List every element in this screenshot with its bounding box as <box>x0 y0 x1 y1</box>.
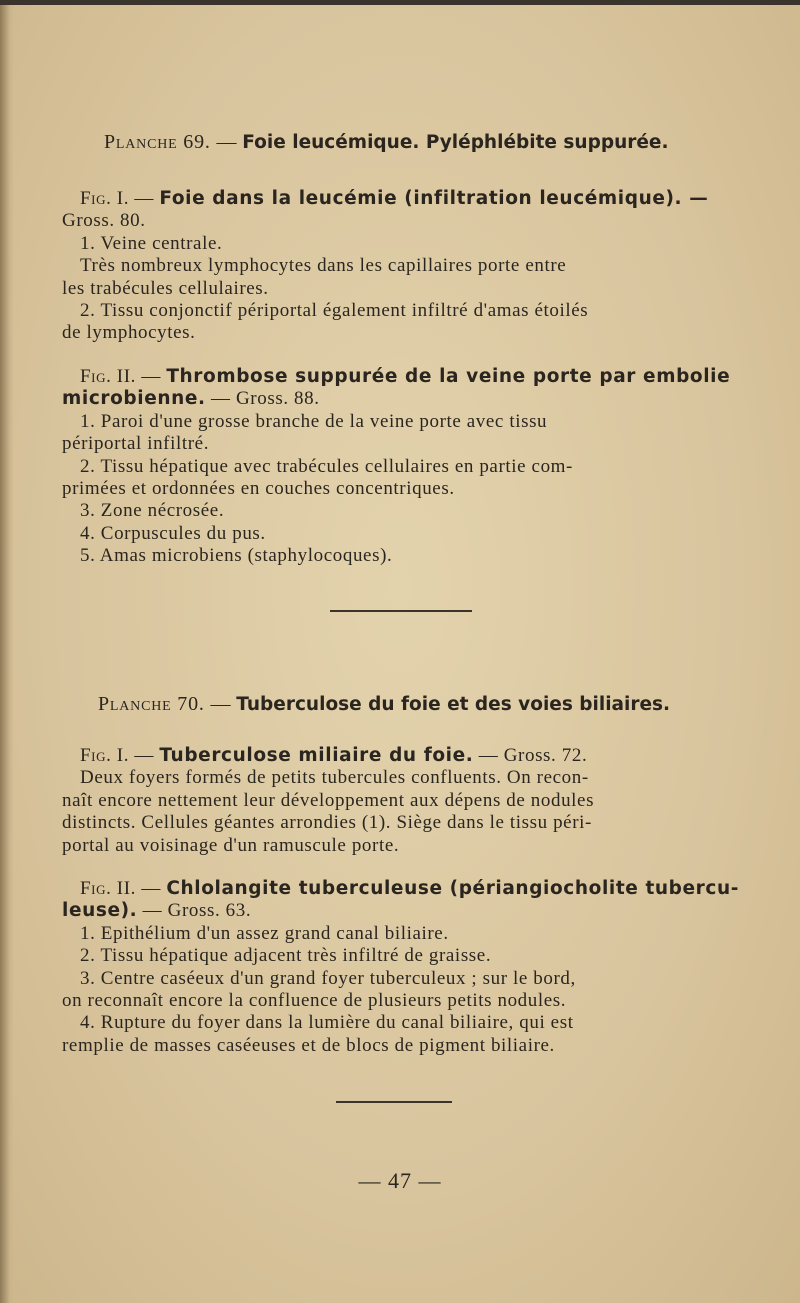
plate-70-fig-2 <box>62 878 747 1057</box>
legend-line: Deux foyers formés de petits tubercules confluents. On recon- <box>80 767 589 789</box>
fig-label: Fig. II. — <box>80 878 161 899</box>
legend-line: 4. Rupture du foyer dans la lumière du canal biliaire, qui est <box>80 1012 574 1034</box>
legend-line: 2. Tissu conjonctif périportal également infiltré d'amas étoilés <box>80 300 589 322</box>
fig-1-heading <box>62 745 747 767</box>
fig-title: microbienne. <box>62 388 206 410</box>
plate-69-fig-2 <box>62 366 747 568</box>
legend-line: 2. Tissu hépatique adjacent très infiltré de graisse. <box>80 945 492 967</box>
legend-line: on reconnaît encore la confluence de plusieurs petits nodules. <box>62 990 567 1012</box>
legend-line: distincts. Cellules géantes arrondies (1). Siège dans le tissu péri- <box>62 812 592 834</box>
fig-2-heading <box>62 878 747 900</box>
plate-69-fig-1 <box>62 188 747 345</box>
plate-70-fig-1 <box>62 745 747 857</box>
section-divider <box>330 610 472 612</box>
legend-line: 1. Veine centrale. <box>80 232 223 254</box>
plate-70-number: Planche 70. — <box>98 693 232 715</box>
fig-label: Fig. II. — <box>80 366 161 387</box>
fig-title: Chlolangite tuberculeuse (périangiocholite tubercu- <box>166 878 740 899</box>
legend-line: 1. Epithélium d'un assez grand canal biliaire. <box>80 922 449 944</box>
fig-title: Thrombose suppurée de la veine porte par embolie <box>166 366 731 387</box>
page-top-edge <box>0 0 800 5</box>
legend-line: 2. Tissu hépatique avec trabécules cellulaires en partie com- <box>80 455 573 477</box>
fig-magnification: — Gross. 63. <box>142 900 252 922</box>
legend-line: périportal infiltré. <box>62 433 210 455</box>
legend-line: portal au voisinage d'un ramuscule porte. <box>62 834 400 856</box>
section-divider <box>336 1101 452 1103</box>
legend-line: de lymphocytes. <box>62 322 196 344</box>
fig-title-continued <box>62 388 747 410</box>
fig-title: leuse). <box>62 900 138 922</box>
fig-magnification: — Gross. 88. <box>211 388 320 410</box>
fig-1-heading <box>62 188 747 210</box>
legend-line: Très nombreux lymphocytes dans les capillaires porte entre <box>80 255 567 277</box>
legend-line: remplie de masses caséeuses et de blocs de pigment biliaire. <box>62 1034 555 1056</box>
fig-label: Fig. I. — <box>80 188 155 209</box>
plate-69-heading <box>104 130 724 155</box>
fig-2-heading <box>62 366 747 388</box>
fig-label: Fig. I. — <box>80 745 155 766</box>
legend-line: primées et ordonnées en couches concentriques. <box>62 478 455 500</box>
legend-line: 5. Amas microbiens (staphylocoques). <box>80 545 393 567</box>
fig-title-continued <box>62 900 747 922</box>
plate-69-title: Foie leucémique. Pyléphlébite suppurée. <box>242 132 669 153</box>
page-number: — 47 — <box>358 1168 442 1193</box>
legend-line: 4. Corpuscules du pus. <box>80 522 266 544</box>
legend-line: 1. Paroi d'une grosse branche de la veine porte avec tissu <box>80 410 548 432</box>
fig-magnification: — Gross. 72. <box>478 745 588 766</box>
plate-70-heading <box>98 692 738 717</box>
plate-69-number: Planche 69. — <box>104 131 238 153</box>
fig-title: Foie dans la leucémie (infiltration leucémique). — <box>159 188 709 209</box>
fig-magnification: Gross. 80. <box>62 210 146 232</box>
legend-line: naît encore nettement leur développement aux dépens de nodules <box>62 789 595 811</box>
legend-line: 3. Centre caséeux d'un grand foyer tuberculeux ; sur le bord, <box>80 967 576 989</box>
legend-line: 3. Zone nécrosée. <box>80 500 225 522</box>
page-left-edge <box>0 0 14 1303</box>
fig-title: Tuberculose miliaire du foie. <box>159 745 474 766</box>
legend-line: les trabécules cellulaires. <box>62 277 269 299</box>
plate-70-title: Tuberculose du foie et des voies biliaires. <box>236 694 671 715</box>
